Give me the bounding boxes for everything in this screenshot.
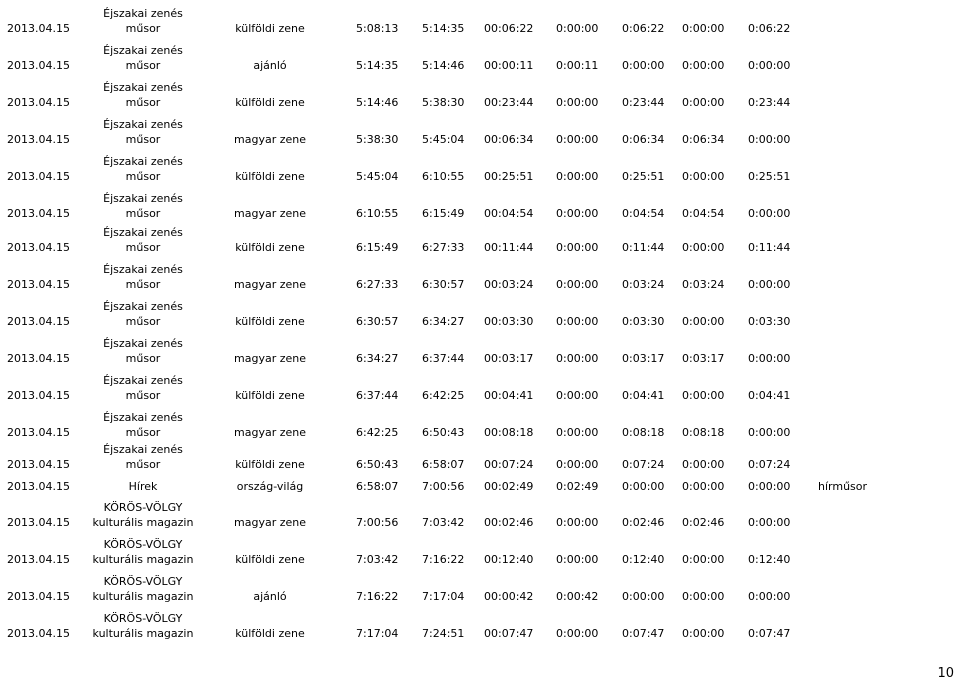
- program-cell: [68, 537, 218, 567]
- program-cell: [68, 225, 218, 255]
- time-col-a: 0:00:00: [556, 22, 599, 35]
- start-time-cell: 7:03:42: [356, 553, 399, 566]
- time-col-b: 0:25:51: [622, 170, 665, 183]
- end-time-cell: 6:27:33: [422, 241, 465, 254]
- program-name: Éjszakai zenés: [103, 300, 183, 313]
- program-cell: [68, 80, 218, 110]
- start-time-cell: 5:45:04: [356, 170, 399, 183]
- program-type: műsor: [125, 96, 161, 109]
- program-name: Éjszakai zenés: [103, 7, 183, 20]
- genre-cell: külföldi zene: [235, 170, 305, 183]
- table-row: [0, 149, 960, 186]
- end-time-cell: 7:03:42: [422, 516, 465, 529]
- start-time-cell: 5:08:13: [356, 22, 399, 35]
- start-time-cell: 6:27:33: [356, 278, 399, 291]
- program-cell: [68, 479, 218, 494]
- time-col-c: 0:00:00: [682, 170, 725, 183]
- time-col-b: 0:04:41: [622, 389, 665, 402]
- time-col-a: 0:00:00: [556, 241, 599, 254]
- time-col-d: 0:07:47: [748, 627, 791, 640]
- genre-cell: külföldi zene: [235, 96, 305, 109]
- start-time-cell: 7:00:56: [356, 516, 399, 529]
- time-col-d: 0:23:44: [748, 96, 791, 109]
- time-col-d: 0:00:00: [748, 352, 791, 365]
- program-cell: [68, 43, 218, 73]
- table-row: [0, 405, 960, 442]
- genre-cell: magyar zene: [234, 426, 306, 439]
- genre-cell: külföldi zene: [235, 241, 305, 254]
- table-row: [0, 223, 960, 257]
- time-col-d: 0:00:00: [748, 480, 791, 493]
- program-type: műsor: [125, 278, 161, 291]
- time-col-a: 0:00:00: [556, 426, 599, 439]
- table-row: [0, 75, 960, 112]
- program-type: kulturális magazin: [92, 516, 194, 529]
- date-cell: 2013.04.15: [7, 480, 70, 493]
- date-cell: 2013.04.15: [7, 241, 70, 254]
- duration-cell: 00:03:24: [484, 278, 534, 291]
- program-name: Hírek: [128, 480, 158, 493]
- time-col-c: 0:03:24: [682, 278, 725, 291]
- time-col-a: 0:00:11: [556, 59, 599, 72]
- date-cell: 2013.04.15: [7, 590, 70, 603]
- program-name: KÖRÖS-VÖLGY: [103, 612, 183, 625]
- time-col-b: 0:07:47: [622, 627, 665, 640]
- date-cell: 2013.04.15: [7, 458, 70, 471]
- table-row: [0, 331, 960, 368]
- table-row: [0, 186, 960, 223]
- duration-cell: 00:07:24: [484, 458, 534, 471]
- duration-cell: 00:04:54: [484, 207, 534, 220]
- program-type: kulturális magazin: [92, 627, 194, 640]
- program-type: műsor: [125, 207, 161, 220]
- program-cell: [68, 262, 218, 292]
- table-row: [0, 294, 960, 331]
- time-col-b: 0:07:24: [622, 458, 665, 471]
- genre-cell: külföldi zene: [235, 315, 305, 328]
- program-cell: [68, 117, 218, 147]
- time-col-b: 0:11:44: [622, 241, 665, 254]
- time-col-b: 0:23:44: [622, 96, 665, 109]
- time-col-d: 0:00:00: [748, 278, 791, 291]
- time-col-c: 0:02:46: [682, 516, 725, 529]
- time-col-a: 0:00:00: [556, 278, 599, 291]
- time-col-d: 0:12:40: [748, 553, 791, 566]
- end-time-cell: 7:16:22: [422, 553, 465, 566]
- program-name: Éjszakai zenés: [103, 226, 183, 239]
- time-col-d: 0:04:41: [748, 389, 791, 402]
- time-col-a: 0:00:00: [556, 627, 599, 640]
- table-row: [0, 0, 960, 38]
- time-col-a: 0:00:42: [556, 590, 599, 603]
- time-col-b: 0:03:24: [622, 278, 665, 291]
- genre-cell: külföldi zene: [235, 22, 305, 35]
- time-col-b: 0:08:18: [622, 426, 665, 439]
- duration-cell: 00:06:34: [484, 133, 534, 146]
- program-name: Éjszakai zenés: [103, 263, 183, 276]
- time-col-c: 0:00:00: [682, 315, 725, 328]
- start-time-cell: 6:34:27: [356, 352, 399, 365]
- time-col-d: 0:11:44: [748, 241, 791, 254]
- date-cell: 2013.04.15: [7, 315, 70, 328]
- duration-cell: 00:03:17: [484, 352, 534, 365]
- end-time-cell: 5:45:04: [422, 133, 465, 146]
- duration-cell: 00:02:49: [484, 480, 534, 493]
- duration-cell: 00:12:40: [484, 553, 534, 566]
- date-cell: 2013.04.15: [7, 278, 70, 291]
- date-cell: 2013.04.15: [7, 59, 70, 72]
- time-col-c: 0:00:00: [682, 590, 725, 603]
- duration-cell: 00:25:51: [484, 170, 534, 183]
- time-col-d: 0:00:00: [748, 207, 791, 220]
- end-time-cell: 6:15:49: [422, 207, 465, 220]
- date-cell: 2013.04.15: [7, 627, 70, 640]
- program-name: KÖRÖS-VÖLGY: [103, 575, 183, 588]
- time-col-c: 0:04:54: [682, 207, 725, 220]
- program-type: műsor: [125, 315, 161, 328]
- time-col-c: 0:00:00: [682, 241, 725, 254]
- program-cell: [68, 154, 218, 184]
- start-time-cell: 6:10:55: [356, 207, 399, 220]
- duration-cell: 00:03:30: [484, 315, 534, 328]
- genre-cell: ajánló: [253, 59, 287, 72]
- start-time-cell: 5:38:30: [356, 133, 399, 146]
- time-col-c: 0:06:34: [682, 133, 725, 146]
- time-col-a: 0:00:00: [556, 133, 599, 146]
- program-name: Éjszakai zenés: [103, 155, 183, 168]
- program-name: Éjszakai zenés: [103, 337, 183, 350]
- program-name: Éjszakai zenés: [103, 118, 183, 131]
- start-time-cell: 6:58:07: [356, 480, 399, 493]
- program-type: műsor: [125, 170, 161, 183]
- table-row: [0, 532, 960, 569]
- end-time-cell: 6:34:27: [422, 315, 465, 328]
- time-col-a: 0:00:00: [556, 170, 599, 183]
- end-time-cell: 5:14:35: [422, 22, 465, 35]
- program-name: Éjszakai zenés: [103, 192, 183, 205]
- program-cell: [68, 500, 218, 530]
- time-col-c: 0:00:00: [682, 59, 725, 72]
- time-col-d: 0:00:00: [748, 590, 791, 603]
- date-cell: 2013.04.15: [7, 170, 70, 183]
- time-col-b: 0:03:17: [622, 352, 665, 365]
- date-cell: 2013.04.15: [7, 133, 70, 146]
- time-col-b: 0:03:30: [622, 315, 665, 328]
- time-col-a: 0:00:00: [556, 315, 599, 328]
- duration-cell: 00:00:11: [484, 59, 534, 72]
- table-row: [0, 496, 960, 532]
- program-name: Éjszakai zenés: [103, 44, 183, 57]
- program-cell: [68, 6, 218, 36]
- start-time-cell: 6:30:57: [356, 315, 399, 328]
- genre-cell: magyar zene: [234, 278, 306, 291]
- program-cell: [68, 410, 218, 440]
- program-cell: [68, 574, 218, 604]
- end-time-cell: 6:50:43: [422, 426, 465, 439]
- time-col-d: 0:00:00: [748, 516, 791, 529]
- program-name: Éjszakai zenés: [103, 443, 183, 456]
- time-col-d: 0:00:00: [748, 426, 791, 439]
- duration-cell: 00:07:47: [484, 627, 534, 640]
- table-row: [0, 368, 960, 405]
- program-cell: [68, 336, 218, 366]
- genre-cell: magyar zene: [234, 207, 306, 220]
- table-row: [0, 569, 960, 606]
- time-col-c: 0:00:00: [682, 553, 725, 566]
- time-col-c: 0:00:00: [682, 627, 725, 640]
- program-type: kulturális magazin: [92, 590, 194, 603]
- time-col-d: 0:25:51: [748, 170, 791, 183]
- time-col-b: 0:00:00: [622, 59, 665, 72]
- duration-cell: 00:08:18: [484, 426, 534, 439]
- end-time-cell: 5:38:30: [422, 96, 465, 109]
- duration-cell: 00:00:42: [484, 590, 534, 603]
- program-cell: [68, 299, 218, 329]
- genre-cell: ajánló: [253, 590, 287, 603]
- program-type: műsor: [125, 22, 161, 35]
- genre-cell: külföldi zene: [235, 458, 305, 471]
- time-col-b: 0:02:46: [622, 516, 665, 529]
- time-col-b: 0:12:40: [622, 553, 665, 566]
- duration-cell: 00:11:44: [484, 241, 534, 254]
- time-col-a: 0:00:00: [556, 458, 599, 471]
- time-col-c: 0:00:00: [682, 480, 725, 493]
- table-row: [0, 112, 960, 149]
- program-type: műsor: [125, 458, 161, 471]
- time-col-c: 0:08:18: [682, 426, 725, 439]
- start-time-cell: 7:17:04: [356, 627, 399, 640]
- start-time-cell: 6:15:49: [356, 241, 399, 254]
- time-col-b: 0:00:00: [622, 590, 665, 603]
- end-time-cell: 6:37:44: [422, 352, 465, 365]
- duration-cell: 00:06:22: [484, 22, 534, 35]
- time-col-a: 0:00:00: [556, 516, 599, 529]
- program-name: Éjszakai zenés: [103, 374, 183, 387]
- start-time-cell: 7:16:22: [356, 590, 399, 603]
- date-cell: 2013.04.15: [7, 207, 70, 220]
- duration-cell: 00:04:41: [484, 389, 534, 402]
- program-type: műsor: [125, 352, 161, 365]
- time-col-b: 0:00:00: [622, 480, 665, 493]
- time-col-a: 0:00:00: [556, 96, 599, 109]
- table-row: [0, 606, 960, 643]
- program-name: Éjszakai zenés: [103, 81, 183, 94]
- end-time-cell: 6:42:25: [422, 389, 465, 402]
- date-cell: 2013.04.15: [7, 96, 70, 109]
- program-cell: [68, 373, 218, 403]
- time-col-d: 0:00:00: [748, 59, 791, 72]
- time-col-a: 0:00:00: [556, 553, 599, 566]
- genre-cell: magyar zene: [234, 352, 306, 365]
- time-col-c: 0:00:00: [682, 458, 725, 471]
- time-col-b: 0:04:54: [622, 207, 665, 220]
- genre-cell: külföldi zene: [235, 389, 305, 402]
- time-col-d: 0:06:22: [748, 22, 791, 35]
- start-time-cell: 5:14:46: [356, 96, 399, 109]
- time-col-d: 0:03:30: [748, 315, 791, 328]
- genre-cell: magyar zene: [234, 133, 306, 146]
- date-cell: 2013.04.15: [7, 553, 70, 566]
- end-time-cell: 5:14:46: [422, 59, 465, 72]
- time-col-c: 0:03:17: [682, 352, 725, 365]
- program-type: műsor: [125, 59, 161, 72]
- time-col-a: 0:02:49: [556, 480, 599, 493]
- start-time-cell: 5:14:35: [356, 59, 399, 72]
- date-cell: 2013.04.15: [7, 516, 70, 529]
- time-col-c: 0:00:00: [682, 96, 725, 109]
- program-type: kulturális magazin: [92, 553, 194, 566]
- table-row: [0, 38, 960, 75]
- genre-cell: magyar zene: [234, 516, 306, 529]
- time-col-d: 0:00:00: [748, 133, 791, 146]
- time-col-a: 0:00:00: [556, 352, 599, 365]
- program-name: Éjszakai zenés: [103, 411, 183, 424]
- end-time-cell: 6:10:55: [422, 170, 465, 183]
- program-type: műsor: [125, 241, 161, 254]
- time-col-d: 0:07:24: [748, 458, 791, 471]
- end-time-cell: 6:30:57: [422, 278, 465, 291]
- start-time-cell: 6:37:44: [356, 389, 399, 402]
- start-time-cell: 6:50:43: [356, 458, 399, 471]
- time-col-a: 0:00:00: [556, 207, 599, 220]
- table-row: [0, 257, 960, 294]
- duration-cell: 00:23:44: [484, 96, 534, 109]
- table-row: [0, 474, 960, 496]
- end-time-cell: 7:24:51: [422, 627, 465, 640]
- date-cell: 2013.04.15: [7, 426, 70, 439]
- time-col-b: 0:06:34: [622, 133, 665, 146]
- date-cell: 2013.04.15: [7, 22, 70, 35]
- category-cell: hírműsor: [818, 480, 868, 493]
- page-number: 10: [937, 666, 954, 681]
- time-col-b: 0:06:22: [622, 22, 665, 35]
- start-time-cell: 6:42:25: [356, 426, 399, 439]
- program-name: KÖRÖS-VÖLGY: [103, 538, 183, 551]
- duration-cell: 00:02:46: [484, 516, 534, 529]
- genre-cell: ország-világ: [236, 480, 304, 493]
- program-cell: [68, 611, 218, 641]
- program-name: KÖRÖS-VÖLGY: [103, 501, 183, 514]
- program-type: műsor: [125, 389, 161, 402]
- program-type: műsor: [125, 426, 161, 439]
- date-cell: 2013.04.15: [7, 389, 70, 402]
- genre-cell: külföldi zene: [235, 553, 305, 566]
- program-cell: [68, 442, 218, 472]
- time-col-c: 0:00:00: [682, 389, 725, 402]
- end-time-cell: 7:00:56: [422, 480, 465, 493]
- time-col-c: 0:00:00: [682, 22, 725, 35]
- date-cell: 2013.04.15: [7, 352, 70, 365]
- time-col-a: 0:00:00: [556, 389, 599, 402]
- end-time-cell: 7:17:04: [422, 590, 465, 603]
- end-time-cell: 6:58:07: [422, 458, 465, 471]
- program-type: műsor: [125, 133, 161, 146]
- table-row: [0, 442, 960, 474]
- genre-cell: külföldi zene: [235, 627, 305, 640]
- program-cell: [68, 191, 218, 221]
